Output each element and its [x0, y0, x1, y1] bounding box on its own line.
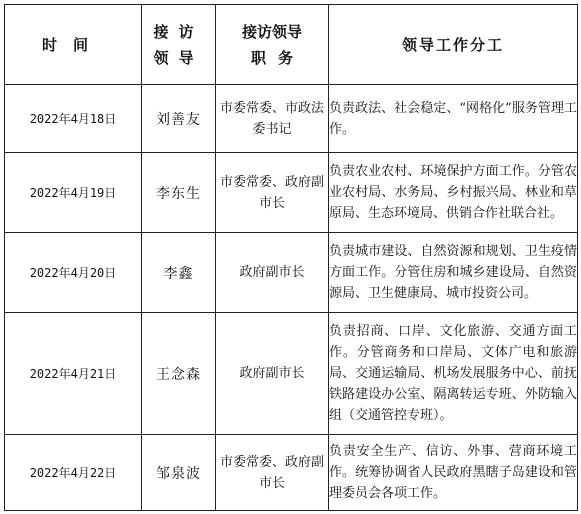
- table-row: [5, 233, 578, 313]
- table-row: [5, 85, 578, 153]
- table-row: [5, 435, 578, 511]
- row-leader-name: 李东生: [142, 153, 216, 233]
- header-leader-line1: 接访: [153, 22, 204, 41]
- row-date: 2022年4月21日: [5, 313, 142, 435]
- leader-reception-schedule-table: [4, 4, 578, 511]
- row-leader-name: 李鑫: [142, 233, 216, 313]
- row-duty: 负责城市建设、自然资源和规划、卫生疫情方面工作。分管住房和城乡建设局、自然资源局、卫生健康局、城市投资公司。: [329, 233, 578, 313]
- row-date: 2022年4月22日: [5, 435, 142, 511]
- header-leader: [142, 5, 216, 85]
- row-duty: 负责安全生产、信访、外事、营商环境工作。统筹协调省人民政府黑瞎子岛建设和管理委员会各项工作。: [329, 435, 578, 511]
- row-leader-title: 市委常委、政府副市长: [216, 435, 329, 511]
- header-leader-line2: 领导: [153, 48, 204, 67]
- header-duty: 领导工作分工: [329, 5, 578, 85]
- row-date: 2022年4月20日: [5, 233, 142, 313]
- row-duty: 负责农业农村、环境保护方面工作。分管农业农村局、水务局、乡村振兴局、林业和草原局、生态环境局、供销合作社联合社。: [329, 153, 578, 233]
- row-leader-title: 市委常委、市政法委书记: [216, 85, 329, 153]
- table-row: [5, 313, 578, 435]
- row-date: 2022年4月19日: [5, 153, 142, 233]
- row-leader-name: 刘善友: [142, 85, 216, 153]
- row-leader-title: 市委常委、政府副市长: [216, 153, 329, 233]
- header-leader-title: [216, 5, 329, 85]
- row-leader-name: 王念森: [142, 313, 216, 435]
- header-title-line2: 职务: [250, 48, 305, 67]
- table-row: [5, 153, 578, 233]
- row-leader-title: 政府副市长: [216, 233, 329, 313]
- row-duty: 负责招商、口岸、文化旅游、交通方面工作。分管商务和口岸局、文体广电和旅游局、交通运输局、机场发展服务中心、前抚铁路建设办公室、隔离转运专班、外防输入组（交通管控专班）。: [329, 313, 578, 435]
- row-duty: 负责政法、社会稳定、“网格化”服务管理工作。: [329, 85, 578, 153]
- row-leader-title: 政府副市长: [216, 313, 329, 435]
- header-date: 时间: [5, 5, 142, 85]
- row-leader-name: 邹泉波: [142, 435, 216, 511]
- table-header-row: [5, 5, 578, 85]
- row-date: 2022年4月18日: [5, 85, 142, 153]
- header-title-line1: 接访领导: [241, 22, 302, 41]
